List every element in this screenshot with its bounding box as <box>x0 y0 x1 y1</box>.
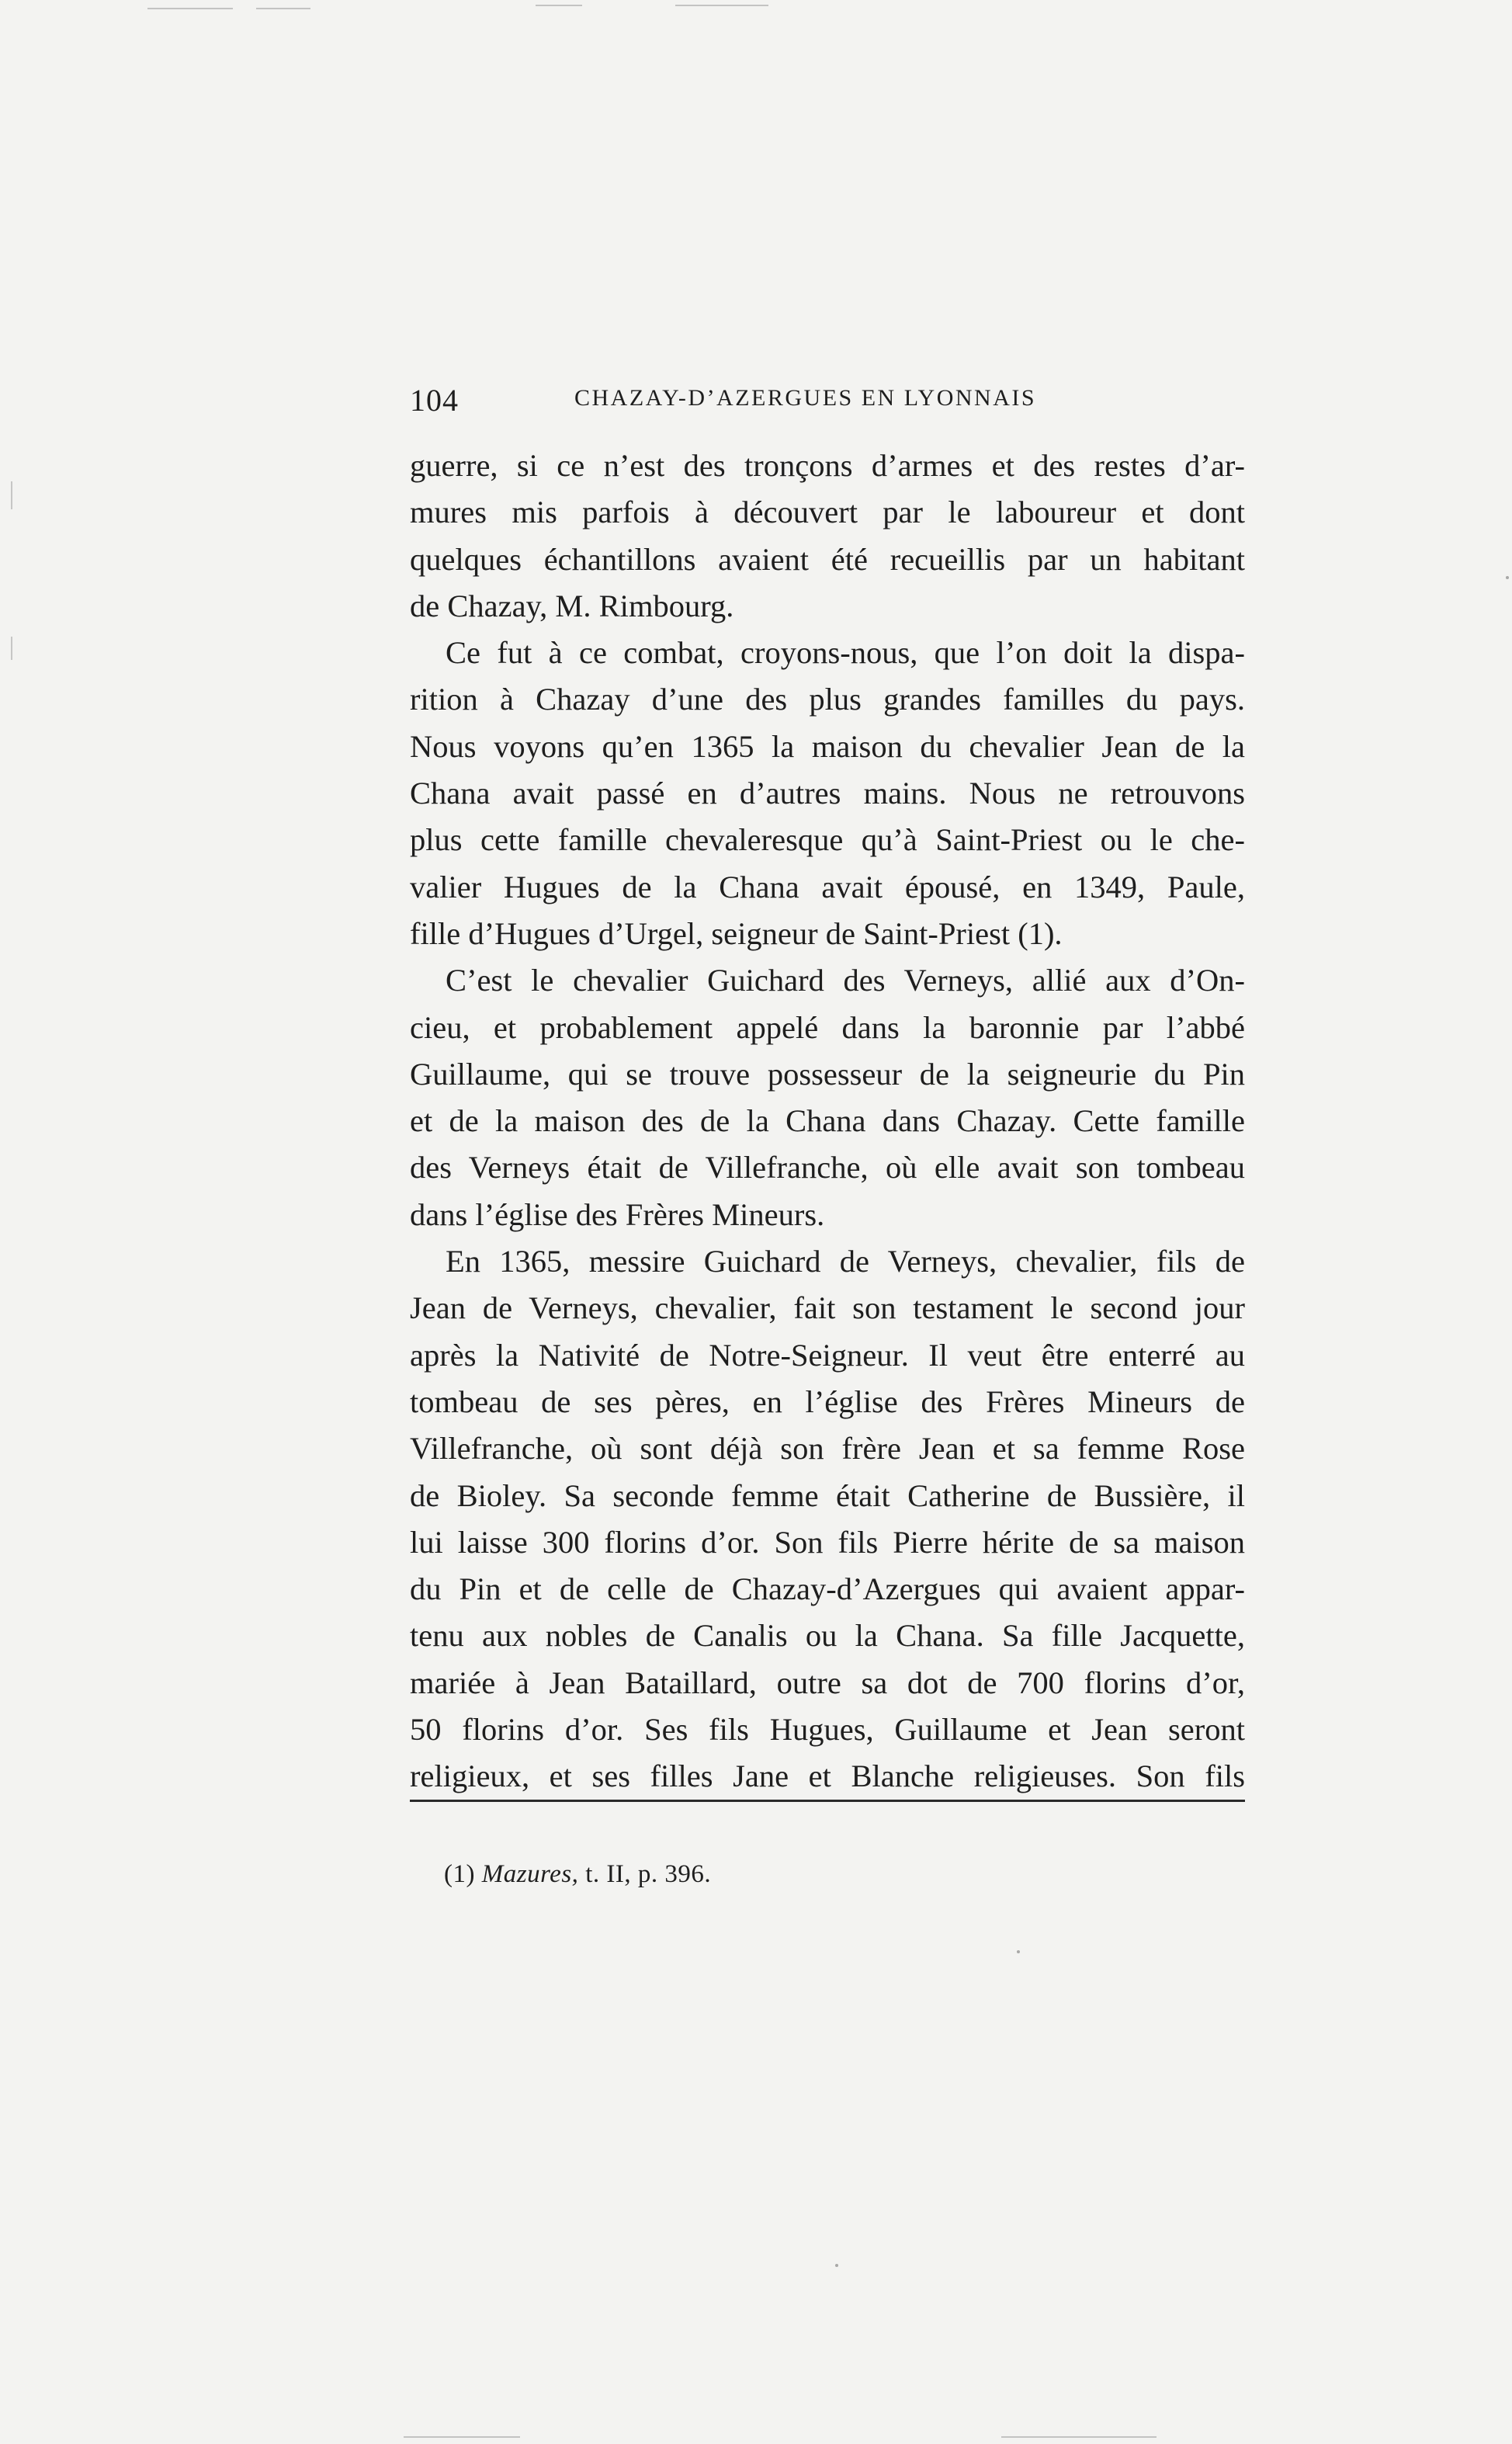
scan-artifact-dot-bottom <box>835 2264 838 2267</box>
body-line: religieux, et ses filles Jane et Blanche religieuses. Son fils <box>410 1758 1245 1794</box>
body-line: En 1365, messire Guichard de Verneys, chevalier, fils de <box>446 1244 1245 1279</box>
scan-artifact-top-left-2 <box>256 8 310 9</box>
footnote-marker: (1) <box>444 1860 475 1888</box>
scan-artifact-bottom-right <box>1001 2436 1157 2438</box>
body-line: tenu aux nobles de Canalis ou la Chana. Sa fille Jacquette, <box>410 1618 1245 1654</box>
body-line: lui laisse 300 florins d’or. Son fils Pierre hérite de sa maison <box>410 1524 1245 1560</box>
body-line: quelques échantillons avaient été recueillis par un habitant <box>410 541 1245 577</box>
body-line: Chana avait passé en d’autres mains. Nous ne retrouvons <box>410 776 1245 811</box>
footnote-title: Mazures, <box>481 1860 579 1888</box>
body-line: mariée à Jean Bataillard, outre sa dot de 700 florins d’or, <box>410 1665 1245 1700</box>
scan-artifact-dot-lower <box>1017 1950 1020 1953</box>
body-text <box>410 443 1245 1800</box>
body-line: C’est le chevalier Guichard des Verneys, allié aux d’On- <box>446 963 1245 998</box>
scan-artifact-top-center <box>536 5 582 6</box>
body-line: dans l’église des Frères Mineurs. <box>410 1196 825 1232</box>
body-line: rition à Chazay d’une des plus grandes familles du pays. <box>410 682 1245 717</box>
body-line: valier Hugues de la Chana avait épousé, en 1349, Paule, <box>410 869 1245 904</box>
body-line: du Pin et de celle de Chazay-d’Azergues qui avaient appar- <box>410 1571 1245 1607</box>
scan-artifact-bottom-left <box>404 2436 520 2438</box>
scan-artifact-top-center-2 <box>675 5 768 6</box>
body-line: et de la maison des de la Chana dans Chazay. Cette famille <box>410 1103 1245 1139</box>
body-line: mures mis parfois à découvert par le laboureur et dont <box>410 495 1245 530</box>
body-line: 50 florins d’or. Ses fils Hugues, Guillaume et Jean seront <box>410 1712 1245 1748</box>
scan-artifact-left-edge-2 <box>11 637 12 660</box>
running-title: CHAZAY-D’AZERGUES EN LYONNAIS <box>574 385 1037 411</box>
body-line: Nous voyons qu’en 1365 la maison du chevalier Jean de la <box>410 728 1245 764</box>
scan-artifact-top-left <box>147 8 233 9</box>
scan-artifact-dot-right <box>1506 576 1509 579</box>
body-line: Guillaume, qui se trouve possesseur de la seigneurie du Pin <box>410 1056 1245 1092</box>
scan-artifact-left-edge <box>11 481 12 509</box>
body-line: Jean de Verneys, chevalier, fait son testament le second jour <box>410 1290 1245 1326</box>
running-head <box>410 377 1245 424</box>
body-line: après la Nativité de Notre-Seigneur. Il veut être enterré au <box>410 1337 1245 1373</box>
body-line: tombeau de ses pères, en l’église des Frères Mineurs de <box>410 1383 1245 1419</box>
footnote-reference: t. II, p. 396. <box>585 1860 712 1888</box>
body-line: plus cette famille chevaleresque qu’à Saint-Priest ou le che- <box>410 822 1245 858</box>
page-number: 104 <box>410 383 459 418</box>
body-line: des Verneys était de Villefranche, où elle avait son tombeau <box>410 1150 1245 1186</box>
body-line: cieu, et probablement appelé dans la baronnie par l’abbé <box>410 1009 1245 1045</box>
footnote <box>444 1860 711 1889</box>
body-line: Ce fut à ce combat, croyons-nous, que l’on doit la dispa- <box>446 635 1245 671</box>
body-line: fille d’Hugues d’Urgel, seigneur de Saint-Priest (1). <box>410 915 1063 951</box>
body-line: guerre, si ce n’est des tronçons d’armes et des restes d’ar- <box>410 448 1245 483</box>
body-line: de Chazay, M. Rimbourg. <box>410 588 734 623</box>
body-line: de Bioley. Sa seconde femme était Catherine de Bussière, il <box>410 1477 1245 1513</box>
body-line: Villefranche, où sont déjà son frère Jean et sa femme Rose <box>410 1431 1245 1467</box>
footnote-rule <box>410 1800 1245 1802</box>
